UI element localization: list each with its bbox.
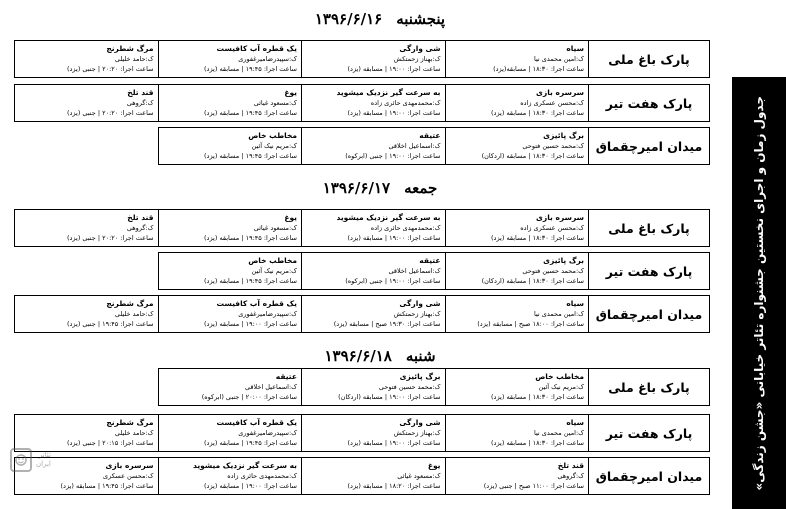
show-cell <box>445 209 589 247</box>
show-cell <box>301 414 445 452</box>
logo-text: تئاتر ایران <box>36 451 51 468</box>
venue-name: پارک باغ ملی <box>588 209 710 247</box>
show-time: ساعت اجرا: ۱۹:۰۰ | مسابقه (اردکان) <box>338 393 441 401</box>
show-director: ک:سپیدرضامیرغفوری <box>238 429 297 437</box>
show-time: ساعت اجرا: ۱۸:۲۰ | مسابقه (یزد) <box>347 482 441 490</box>
day-date: ۱۳۹۶/۶/۱۸ <box>324 347 392 365</box>
venue-row <box>14 40 710 78</box>
show-cell <box>301 457 445 495</box>
day-name: پنجشنبه <box>396 10 446 28</box>
show-title: قند تلخ <box>127 88 154 97</box>
show-cell <box>445 368 589 406</box>
show-title: شی وارگی <box>399 299 441 308</box>
show-director: ک:امین محمدی نیا <box>533 310 584 318</box>
show-time: ساعت اجرا: ۲۰:۰۰ | جنبی (ابرکوه) <box>201 393 297 401</box>
show-director: ک:سپیدرضامیرغفوری <box>238 55 297 63</box>
show-cell <box>445 127 589 165</box>
show-cell <box>158 295 302 333</box>
venue-row <box>14 414 710 452</box>
show-director: ک:محمد حسین فتوحی <box>522 142 584 150</box>
show-director: ک:محمد حسین فتوحی <box>522 267 584 275</box>
show-cell <box>445 40 589 78</box>
day-title <box>250 10 510 28</box>
show-director: ک:محسن عسکری زاده <box>520 224 584 232</box>
empty-cell <box>14 127 158 165</box>
show-title: یوغ <box>284 213 297 222</box>
show-cell <box>14 209 158 247</box>
sidebar-title: جدول زمان و اجرای نخستین جشنواره تئاتر خیابانی «جشن زندگی» <box>752 95 766 491</box>
show-time: ساعت اجرا: ۱۸:۳۰ | مسابقه (اردکان) <box>481 277 584 285</box>
show-director: ک:گروهی <box>126 224 154 232</box>
venue-name: میدان امیرچقماق <box>588 457 710 495</box>
show-director: ک:گروهی <box>126 99 154 107</box>
show-cell <box>14 40 158 78</box>
show-director: ک:امین محمدی نیا <box>533 55 584 63</box>
show-title: برگ پائیزی <box>399 372 441 381</box>
day-date: ۱۳۹۶/۶/۱۶ <box>314 10 383 28</box>
show-time: ساعت اجرا: ۱۹:۰۰ | مسابقه (یزد) <box>347 65 441 73</box>
show-cell <box>301 84 445 122</box>
show-cell <box>301 209 445 247</box>
show-cell <box>301 127 445 165</box>
show-cells <box>14 457 588 495</box>
show-director: ک:محمدمهدی حائری زاده <box>370 99 441 107</box>
show-director: ک:محسن عسکری زاده <box>520 99 584 107</box>
show-title: مخاطب خاص <box>535 372 584 381</box>
show-title: عتیقه <box>419 131 441 140</box>
show-time: ساعت اجرا: ۲۰:۲۰ | جنبی (یزد) <box>67 234 154 242</box>
day-name: شنبه <box>405 347 436 365</box>
show-cell <box>158 414 302 452</box>
show-title: به سرعت گیر نزدیک میشوید <box>192 461 297 470</box>
day-title <box>250 347 510 365</box>
show-cell <box>14 295 158 333</box>
show-cells <box>14 368 588 406</box>
show-director: ک:بهناز زحمتکش <box>393 55 441 63</box>
show-title: یوغ <box>427 461 441 470</box>
venue-name: پارک باغ ملی <box>588 368 710 406</box>
show-time: ساعت اجرا: ۱۹:۰۰ | مسابقه (یزد) <box>204 482 297 490</box>
show-director: ک:مریم نیک آئین <box>251 142 297 150</box>
venue-row <box>14 209 710 247</box>
show-title: عتیقه <box>419 256 441 265</box>
show-cell <box>158 127 302 165</box>
show-director: ک:محمدمهدی حائری زاده <box>370 224 441 232</box>
empty-cell <box>14 252 158 290</box>
show-title: شی وارگی <box>399 418 441 427</box>
watermark-logo <box>10 440 90 480</box>
show-title: یک قطره آب کافیست <box>216 299 297 308</box>
show-director: ک:مریم نیک آئین <box>538 383 584 391</box>
show-title: شی وارگی <box>399 44 441 53</box>
venue-name: پارک هفت تیر <box>588 414 710 452</box>
show-director: ک:مریم نیک آئین <box>251 267 297 275</box>
show-director: ک:سپیدرضامیرغفوری <box>238 310 297 318</box>
venue-name: پارک هفت تیر <box>588 252 710 290</box>
show-title: به سرعت گیر نزدیک میشوید <box>336 88 441 97</box>
show-time: ساعت اجرا: ۱۹:۰۰ | مسابقه (یزد) <box>347 234 441 242</box>
venue-name: میدان امیرچقماق <box>588 295 710 333</box>
show-title: مرگ شطرنج <box>106 418 154 427</box>
show-time: ساعت اجرا: ۱۹:۴۵ | مسابقه (یزد) <box>204 65 297 73</box>
show-time: ساعت اجرا: ۱۹:۴۵ | مسابقه (یزد) <box>60 482 154 490</box>
show-director: ک:حامد خلیلی <box>114 55 154 63</box>
show-title: یک قطره آب کافیست <box>216 44 297 53</box>
show-time: ساعت اجرا: ۱۱:۰۰ صبح | جنبی (یزد) <box>483 482 584 490</box>
show-title: عتیقه <box>275 372 297 381</box>
theater-mask-icon <box>10 448 32 472</box>
show-time: ساعت اجرا: ۱۹:۴۵ | مسابقه (یزد) <box>204 152 297 160</box>
show-title: سرسره بازی <box>536 213 584 222</box>
show-cell <box>301 295 445 333</box>
show-cell <box>158 40 302 78</box>
show-time: ساعت اجرا: ۱۹:۴۵ | مسابقه (یزد) <box>204 439 297 447</box>
show-cell <box>301 368 445 406</box>
show-title: قند تلخ <box>127 213 154 222</box>
show-time: ساعت اجرا: ۱۸:۰۰ صبح | مسابقه (یزد) <box>477 320 584 328</box>
show-cells <box>14 209 588 247</box>
show-director: ک:مسعود غیاثی <box>253 224 297 232</box>
show-time: ساعت اجرا: ۱۸:۳۰ | مسابقه (اردکان) <box>481 152 584 160</box>
show-director: ک:مسعود غیاثی <box>397 472 441 480</box>
venue-name: میدان امیرچقماق <box>588 127 710 165</box>
show-time: ساعت اجرا: ۱۹:۰۰ | مسابقه (یزد) <box>204 320 297 328</box>
show-title: مخاطب خاص <box>248 131 297 140</box>
show-title: یوغ <box>284 88 297 97</box>
show-cells <box>14 127 588 165</box>
show-cell <box>445 252 589 290</box>
venue-row <box>14 84 710 122</box>
show-time: ساعت اجرا: ۱۹:۰۰ | مسابقه (یزد) <box>347 109 441 117</box>
show-time: ساعت اجرا: ۱۹:۰۰ | مسابقه (یزد) <box>347 439 441 447</box>
show-time: ساعت اجرا: ۱۹:۴۵ | جنبی (یزد) <box>67 320 154 328</box>
show-title: سیاه <box>566 418 584 427</box>
venue-name: پارک باغ ملی <box>588 40 710 78</box>
show-title: مخاطب خاص <box>248 256 297 265</box>
show-time: ساعت اجرا: ۱۹:۰۰ | جنبی (ابرکوه) <box>345 152 441 160</box>
show-title: قند تلخ <box>557 461 584 470</box>
show-cell <box>445 457 589 495</box>
venue-name: پارک هفت تیر <box>588 84 710 122</box>
show-time: ساعت اجرا: ۱۹:۴۵ | مسابقه (یزد) <box>204 234 297 242</box>
show-time: ساعت اجرا: ۱۹:۴۵ | مسابقه (یزد) <box>204 277 297 285</box>
show-cell <box>158 252 302 290</box>
venue-row <box>14 368 710 406</box>
show-time: ساعت اجرا: ۲۰:۲۰ | جنبی (یزد) <box>67 109 154 117</box>
show-title: به سرعت گیر نزدیک میشوید <box>336 213 441 222</box>
show-cell <box>158 457 302 495</box>
show-cell <box>158 368 302 406</box>
show-director: ک:محمد حسین فتوحی <box>378 383 441 391</box>
show-time: ساعت اجرا: ۱۸:۳۰ | مسابقه (یزد) <box>491 393 584 401</box>
venue-row <box>14 127 710 165</box>
day-name: جمعه <box>404 179 438 197</box>
show-director: ک:مسعود غیاثی <box>253 99 297 107</box>
show-title: سیاه <box>566 44 584 53</box>
show-title: یک قطره آب کافیست <box>216 418 297 427</box>
show-time: ساعت اجرا: ۱۹:۴۵ | مسابقه (یزد) <box>204 109 297 117</box>
show-director: ک:بهناز زحمتکش <box>393 429 441 437</box>
show-cell <box>14 84 158 122</box>
show-cell <box>158 84 302 122</box>
show-cells <box>14 84 588 122</box>
show-time: ساعت اجرا: ۱۸:۳۰ | مسابقه(یزد) <box>493 65 584 73</box>
show-time: ساعت اجرا: ۱۹:۳۰ صبح | مسابقه (یزد) <box>333 320 441 328</box>
show-director: ک:حامد خلیلی <box>114 310 154 318</box>
show-director: ک:محمدمهدی حائری زاده <box>227 472 297 480</box>
venue-row <box>14 457 710 495</box>
show-cell <box>158 209 302 247</box>
show-cell <box>301 252 445 290</box>
day-title <box>250 179 510 197</box>
show-title: مرگ شطرنج <box>106 44 154 53</box>
show-director: ک:محسن عسکری <box>103 472 154 480</box>
show-time: ساعت اجرا: ۱۹:۰۰ | جنبی (ابرکوه) <box>345 277 441 285</box>
empty-cell <box>14 368 158 406</box>
venue-row <box>14 295 710 333</box>
show-cells <box>14 40 588 78</box>
show-director: ک:حامد خلیلی <box>114 429 154 437</box>
venue-row <box>14 252 710 290</box>
show-director: ک:اسماعیل اخلاقی <box>244 383 297 391</box>
show-title: برگ پائیزی <box>543 131 584 140</box>
show-director: ک:اسماعیل اخلاقی <box>388 267 441 275</box>
show-cell <box>301 40 445 78</box>
show-cell <box>445 84 589 122</box>
show-cells <box>14 252 588 290</box>
show-time: ساعت اجرا: ۱۸:۳۰ | مسابقه (یزد) <box>491 439 584 447</box>
show-time: ساعت اجرا: ۱۸:۳۰ | مسابقه (یزد) <box>491 109 584 117</box>
show-cells <box>14 295 588 333</box>
show-director: ک:امین محمدی نیا <box>533 429 584 437</box>
show-cell <box>445 414 589 452</box>
show-director: ک:بهناز زحمتکش <box>393 310 441 318</box>
show-title: برگ پائیزی <box>543 256 584 265</box>
show-cell <box>445 295 589 333</box>
show-title: مرگ شطرنج <box>106 299 154 308</box>
sidebar-title-banner <box>732 77 786 509</box>
show-time: ساعت اجرا: ۱۸:۳۰ | مسابقه (یزد) <box>491 234 584 242</box>
show-time: ساعت اجرا: ۲۰:۲۰ | جنبی (یزد) <box>67 65 154 73</box>
show-cells <box>14 414 588 452</box>
show-director: ک:اسماعیل اخلاقی <box>388 142 441 150</box>
show-title: سرسره بازی <box>105 461 154 470</box>
show-director: ک:گروهی <box>557 472 584 480</box>
day-date: ۱۳۹۶/۶/۱۷ <box>322 179 391 197</box>
show-title: سیاه <box>566 299 584 308</box>
show-title: سرسره بازی <box>536 88 584 97</box>
show-time: ساعت اجرا: ۲۰:۱۵ | جنبی (یزد) <box>67 439 154 447</box>
